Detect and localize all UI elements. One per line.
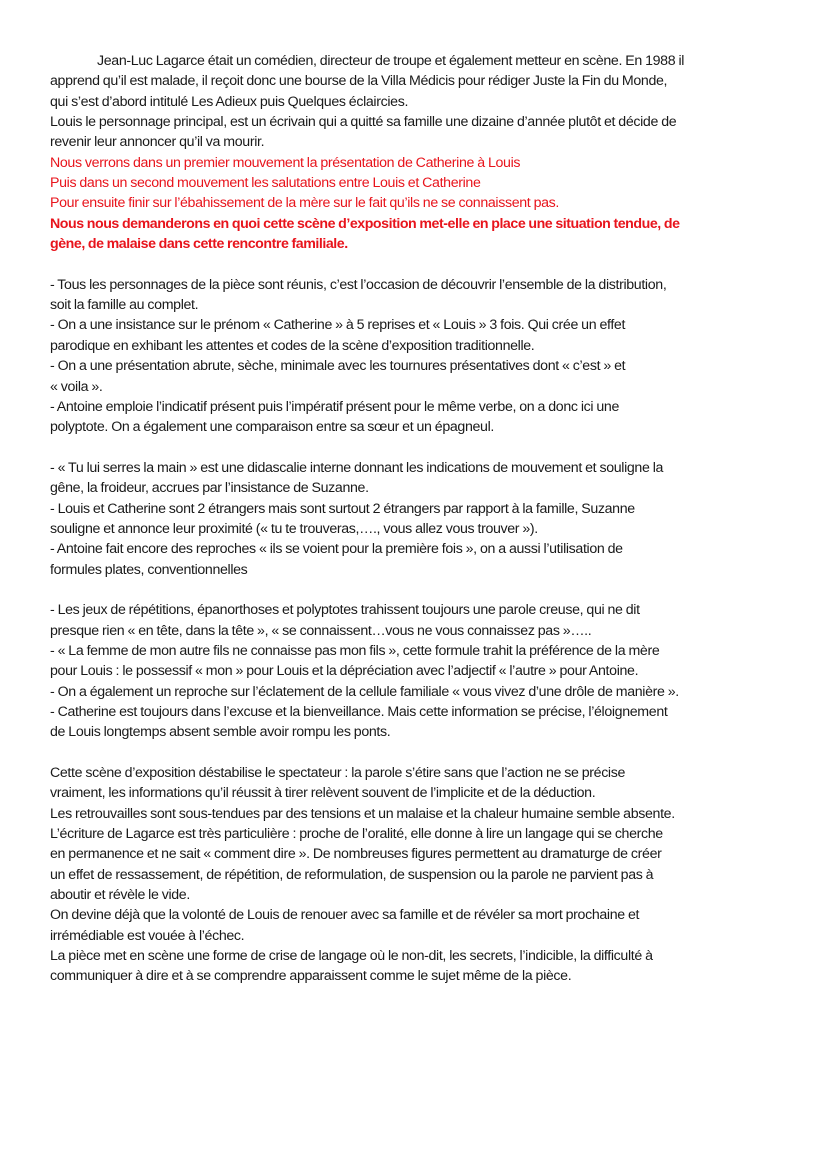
text-line: - Catherine est toujours dans l’excuse et la bienveillance. Mais cette information se précise, l’éloignement: [50, 704, 668, 720]
text-line: soit la famille au complet.: [50, 297, 199, 314]
text-line: de Louis longtemps absent semble avoir rompu les ponts.: [50, 724, 391, 741]
text-line: Louis le personnage principal, est un écrivain qui a quitté sa famille une dizaine d’année plutôt et décide de: [50, 114, 677, 131]
text-line: - Antoine emploie l’indicatif présent puis l’impératif présent pour le même verbe, on a donc ici une: [50, 398, 619, 415]
movement-1-section: [50, 275, 790, 438]
plan-line-1: Nous verrons dans un premier mouvement la présentation de Catherine à Louis: [50, 154, 521, 171]
paragraph-spacer: [50, 254, 790, 274]
text-line: La pièce met en scène une forme de crise de langage où le non-dit, les secrets, l’indicible, la difficulté à: [50, 948, 653, 965]
text-line: en permanence et ne sait « comment dire ». De nombreuses figures permettent au dramaturge de créer: [50, 846, 662, 863]
text-line: pour Louis : le possessif « mon » pour Louis et la dépréciation avec l’adjectif « l’autre » pour Antoine.: [50, 663, 639, 680]
text-line: gêne, la froideur, accrues par l’insistance de Suzanne.: [50, 480, 369, 497]
text-line: vraiment, les informations qu’il réussit à tirer relèvent souvent de l’implicite et de la déduction.: [50, 785, 596, 802]
plan-paragraph: [50, 153, 790, 214]
text-line: qui s’est d’abord intitulé Les Adieux puis Quelques éclaircies.: [50, 93, 409, 110]
text-line: un effet de ressassement, de répétition, de reformulation, de suspension ou la parole ne parvient pas à: [50, 866, 654, 883]
plan-line-2: Puis dans un second mouvement les salutations entre Louis et Catherine: [50, 175, 481, 192]
text-line: - On a une insistance sur le prénom « Catherine » à 5 reprises et « Louis » 3 fois. Qui crée un effet: [50, 317, 626, 334]
text-line: - Antoine fait encore des reproches « ils se voient pour la première fois », on a aussi l’utilisation de: [50, 541, 623, 558]
conclusion-section: [50, 763, 790, 987]
text-line: L’écriture de Lagarce est très particulière : proche de l’oralité, elle donne à lire un langage qui se cherche: [50, 826, 663, 843]
problematique-line: Nous nous demanderons en quoi cette scène d’exposition met-elle en place une situation tendue, de: [50, 215, 680, 232]
text-line: presque rien « en tête, dans la tête », « se connaissent…vous ne vous connaissez pas »…..: [50, 622, 592, 639]
plan-line-3: Pour ensuite finir sur l’ébahissement de la mère sur le fait qu’ils ne se connaissent pas.: [50, 195, 560, 212]
text-line: Jean-Luc Lagarce était un comédien, directeur de troupe et également metteur en scène. En 1988 il: [97, 53, 685, 69]
paragraph-spacer: [50, 438, 790, 458]
text-line: aboutir et révèle le vide.: [50, 887, 190, 904]
text-line: - On a une présentation abrute, sèche, minimale avec les tournures présentatives dont « c’est » et: [50, 358, 626, 375]
movement-3-section: [50, 600, 790, 742]
document-page: [50, 51, 790, 987]
text-line: revenir leur annoncer qu’il va mourir.: [50, 134, 265, 151]
text-line: irrémédiable est vouée à l’échec.: [50, 927, 245, 944]
movement-2-section: [50, 458, 790, 580]
text-line: - « La femme de mon autre fils ne connaisse pas mon fils », cette formule trahit la préférence de la mère: [50, 642, 660, 659]
text-line: « voila ».: [50, 378, 103, 395]
text-line: Cette scène d’exposition déstabilise le spectateur : la parole s’étire sans que l’action ne se précise: [50, 765, 626, 782]
paragraph-spacer: [50, 580, 790, 600]
text-line: parodique en exhibant les attentes et codes de la scène d’exposition traditionnelle.: [50, 337, 535, 354]
text-line: souligne et annonce leur proximité (« tu te trouveras,…., vous allez vous trouver »).: [50, 520, 538, 537]
paragraph-spacer: [50, 743, 790, 763]
text-line: apprend qu’il est malade, il reçoit donc une bourse de la Villa Médicis pour rédiger Juste la Fin du Monde,: [50, 73, 668, 90]
introduction-paragraph: [50, 51, 790, 153]
text-line: - Louis et Catherine sont 2 étrangers mais sont surtout 2 étrangers par rapport à la famille, Suzanne: [50, 500, 635, 517]
text-line: formules plates, conventionnelles: [50, 561, 248, 578]
text-line: - Les jeux de répétitions, épanorthoses et polyptotes trahissent toujours une parole creuse, qui ne dit: [50, 602, 640, 619]
problematique-line: gène, de malaise dans cette rencontre familiale.: [50, 236, 348, 253]
text-line: On devine déjà que la volonté de Louis de renouer avec sa famille et de révéler sa mort prochaine et: [50, 907, 640, 924]
text-line: - On a également un reproche sur l’éclatement de la cellule familiale « vous vivez d’une drôle de manière ».: [50, 683, 679, 700]
text-line: polyptote. On a également une comparaison entre sa sœur et un épagneul.: [50, 419, 494, 436]
text-line: Les retrouvailles sont sous-tendues par des tensions et un malaise et la chaleur humaine semble absente.: [50, 805, 675, 822]
text-line: - Tous les personnages de la pièce sont réunis, c’est l’occasion de découvrir l’ensemble de la distribution,: [50, 276, 667, 293]
problematique-paragraph: [50, 214, 790, 255]
text-line: communiquer à dire et à se comprendre apparaissent comme le sujet même de la pièce.: [50, 968, 572, 985]
text-line: - « Tu lui serres la main » est une didascalie interne donnant les indications de mouvement et souligne la: [50, 459, 664, 476]
